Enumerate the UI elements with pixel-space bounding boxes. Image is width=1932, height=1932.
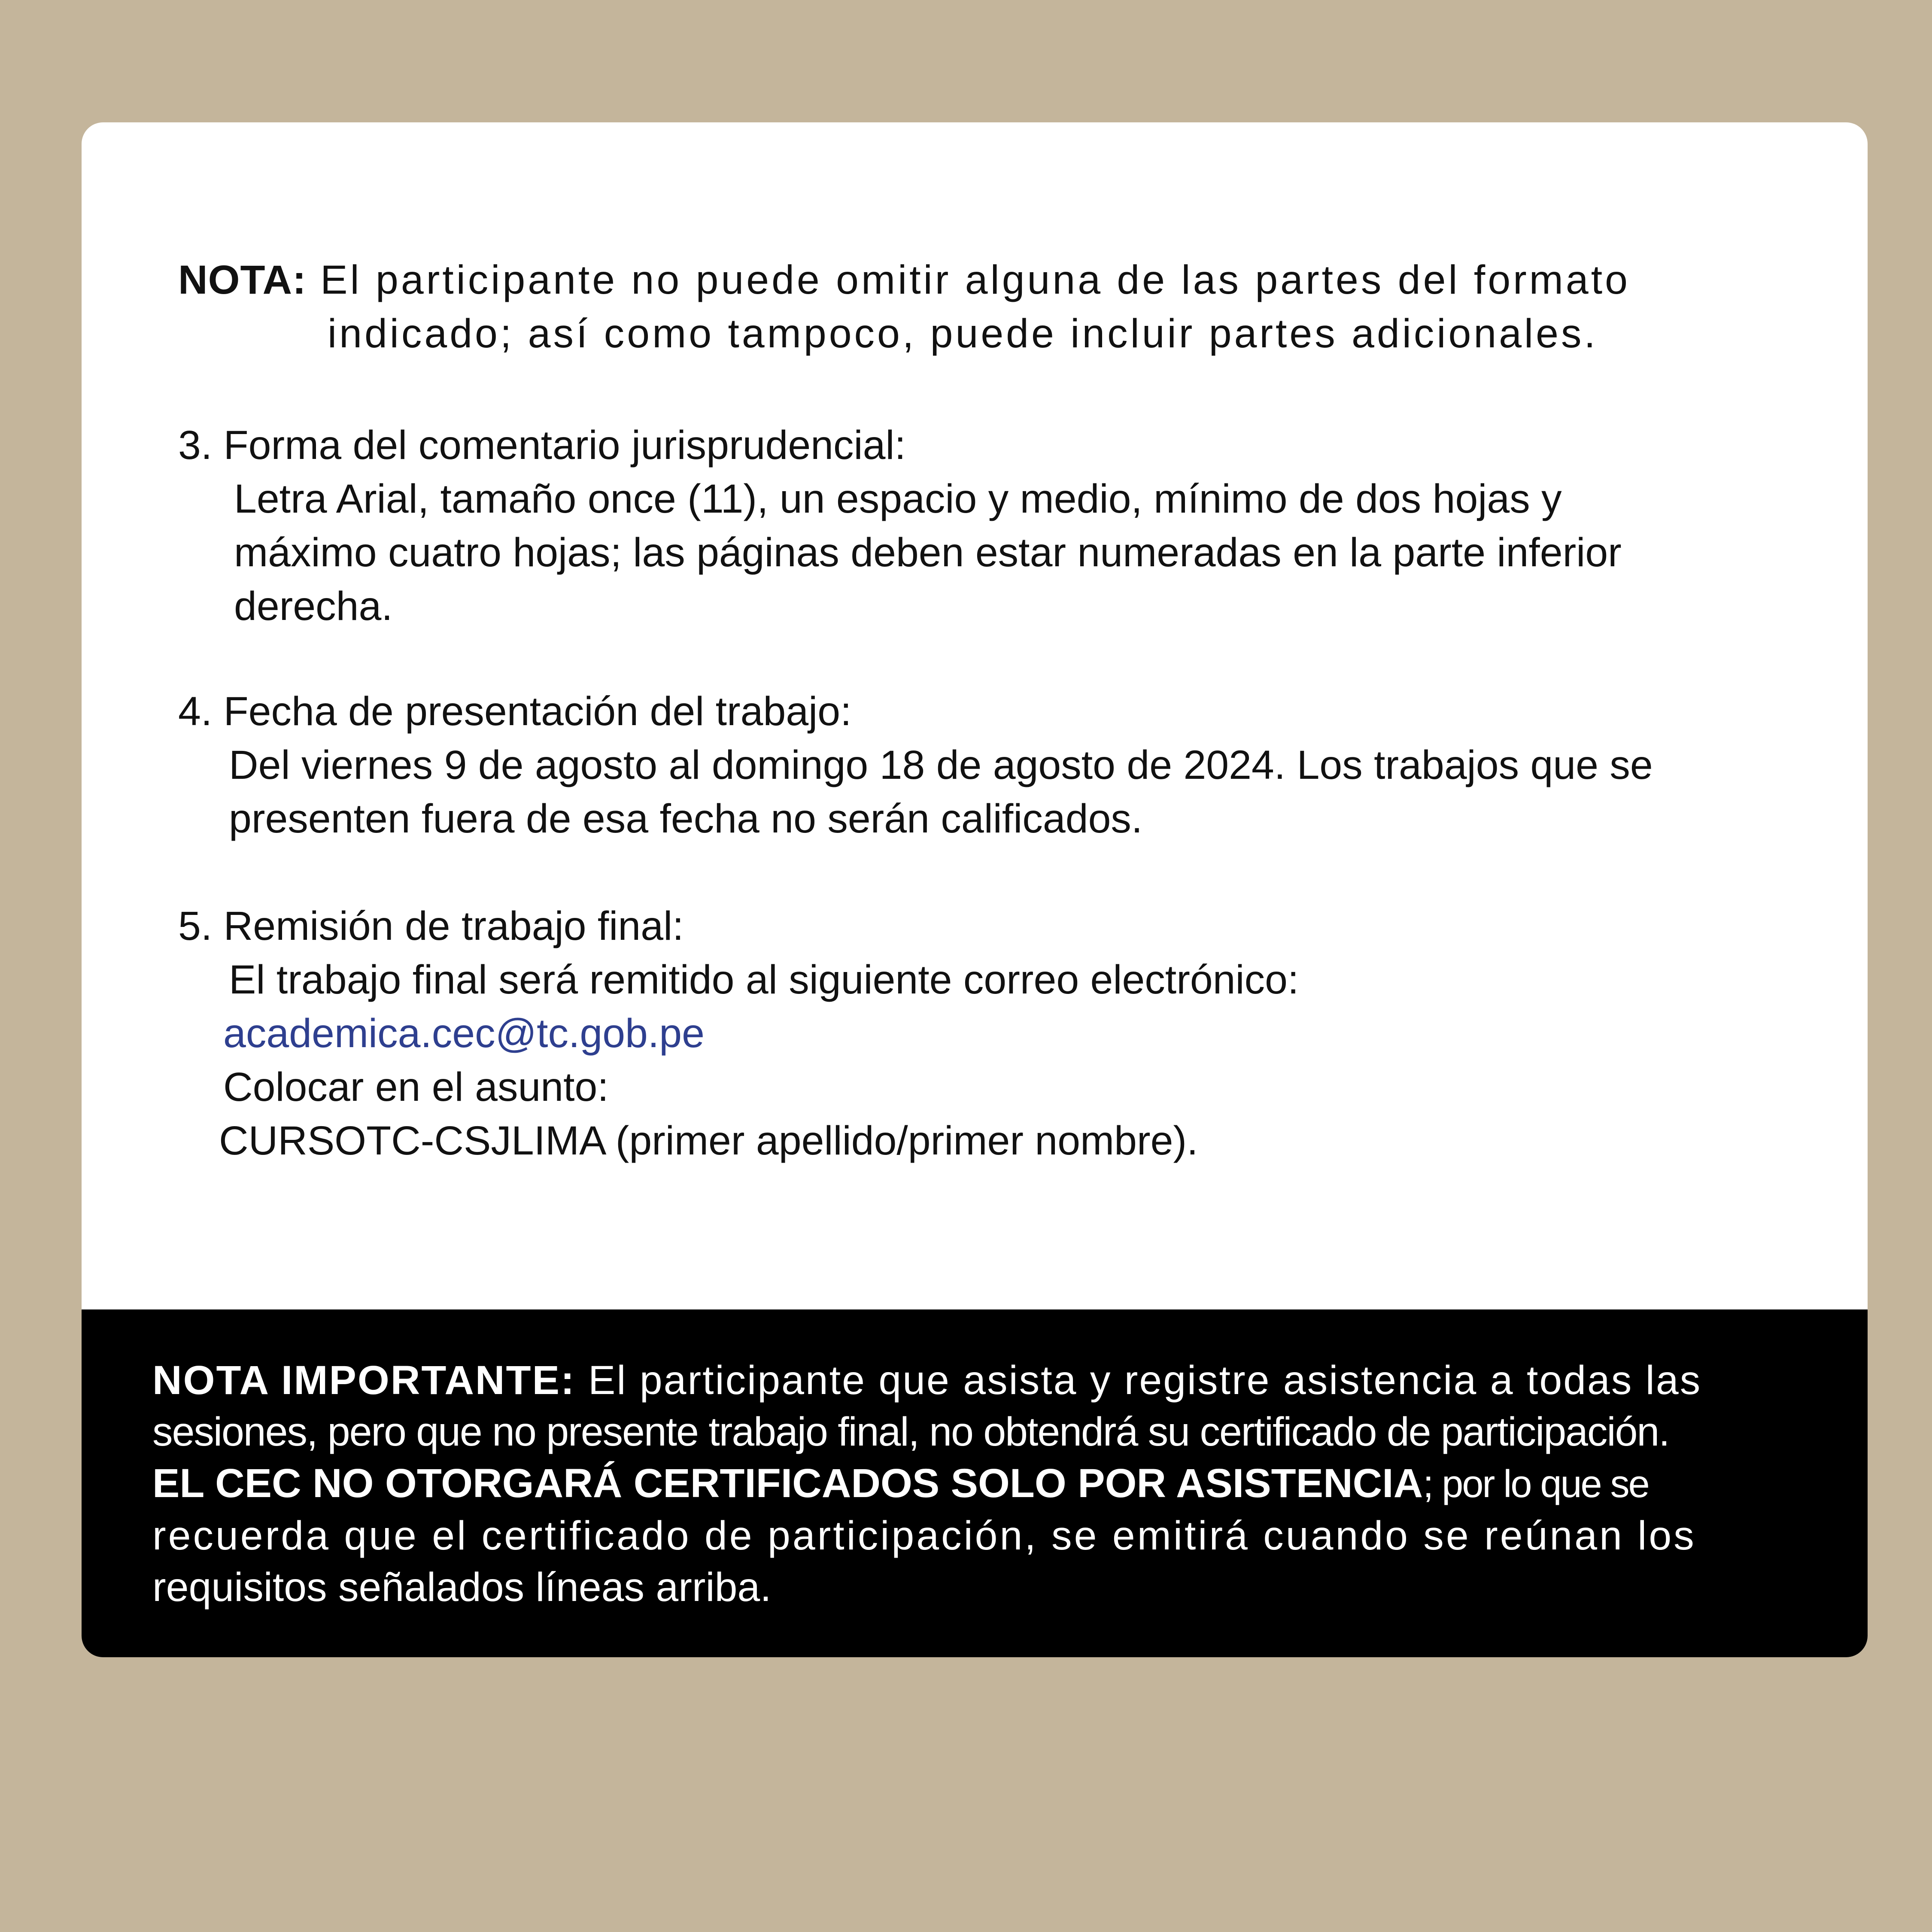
- important-line-1: [152, 1355, 1814, 1406]
- section-4-line-2: presenten fuera de esa fecha no serán calificados.: [229, 796, 1143, 841]
- section-4-line-1: Del viernes 9 de agosto al domingo 18 de agosto de 2024. Los trabajos que se: [229, 742, 1653, 788]
- important-warning: EL CEC NO OTORGARÁ CERTIFICADOS SOLO POR ASISTENCIA: [152, 1461, 1423, 1506]
- section-3-heading: 3. Forma del comentario jurisprudencial:: [178, 422, 906, 468]
- section-remision-trabajo: [178, 899, 1868, 1168]
- asunto-value: CURSOTC-CSJLIMA (primer apellido/primer nombre).: [219, 1118, 1198, 1163]
- important-line-4: recuerda que el certificado de participación, se emitirá cuando se reúnan los: [152, 1513, 1696, 1558]
- nota-text-1: El participante no puede omitir alguna de las partes del formato: [306, 257, 1630, 303]
- section-3-line-1: Letra Arial, tamaño once (11), un espacio y medio, mínimo de dos hojas y: [234, 476, 1562, 522]
- nota-label: NOTA:: [178, 257, 307, 303]
- nota-paragraph: [178, 253, 1853, 361]
- section-4-heading: 4. Fecha de presentación del trabajo:: [178, 689, 852, 734]
- content-card: [82, 122, 1868, 1657]
- email-link[interactable]: academica.cec@tc.gob.pe: [223, 1011, 705, 1056]
- section-3-line-2: máximo cuatro hojas; las páginas deben estar numeradas en la parte inferior: [234, 530, 1622, 575]
- section-3-line-3: derecha.: [234, 583, 393, 629]
- important-note-text: [152, 1355, 1814, 1613]
- nota-line-2: indicado; así como tampoco, puede incluir partes adicionales.: [328, 311, 1598, 356]
- important-line-5: requisitos señalados líneas arriba.: [152, 1564, 772, 1610]
- important-note-band: [82, 1309, 1868, 1657]
- section-fecha-presentacion: [178, 685, 1868, 846]
- important-label: NOTA IMPORTANTE:: [152, 1358, 576, 1403]
- section-5-heading: 5. Remisión de trabajo final:: [178, 903, 684, 949]
- asunto-label: Colocar en el asunto:: [223, 1064, 609, 1110]
- important-line-2: sesiones, pero que no presente trabajo final, no obtendrá su certificado de participación.: [152, 1409, 1669, 1455]
- important-line-1-rest: El participante que asista y registre asistencia a todas las: [575, 1358, 1702, 1403]
- section-forma-comentario: [178, 419, 1868, 633]
- section-5-line-1: El trabajo final será remitido al siguiente correo electrónico:: [229, 957, 1299, 1002]
- important-line-3-rest: ; por lo que se: [1423, 1463, 1649, 1506]
- important-line-3: [152, 1458, 1814, 1510]
- nota-line-1: [178, 253, 1853, 307]
